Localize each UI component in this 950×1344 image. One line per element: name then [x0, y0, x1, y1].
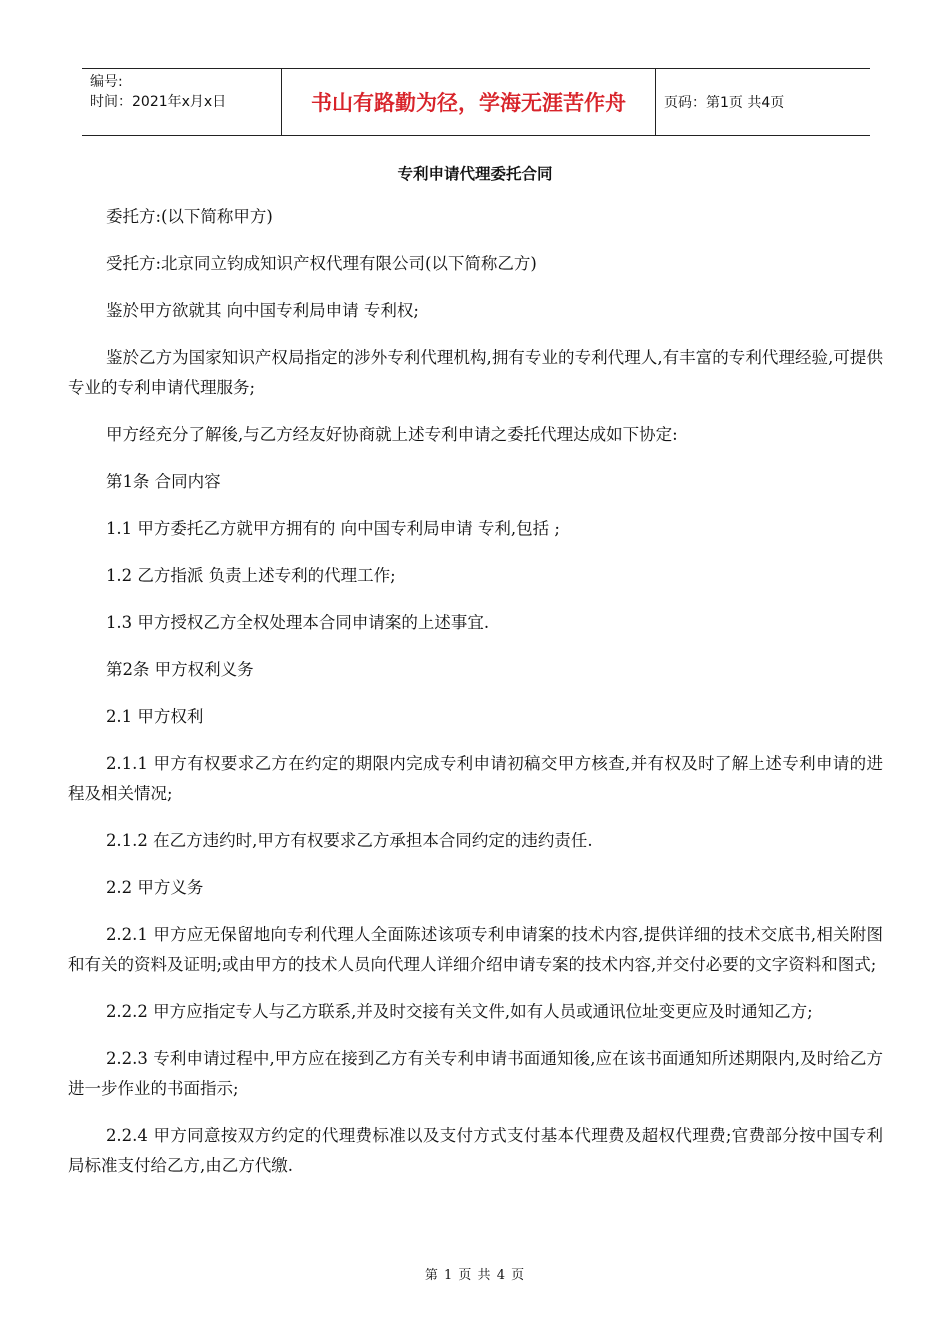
header-page-info: 页码：第1页 共4页 — [664, 95, 785, 111]
subsection-heading: 2.1 甲方权利 — [105, 707, 204, 726]
paragraph: 受托方:北京同立钧成知识产权代理有限公司(以下简称乙方) — [105, 254, 537, 273]
document-date-label: 时间：2021年x月x日 — [90, 94, 227, 110]
paragraph: 2.2.4 甲方同意按双方约定的代理费标准以及支付方式支付基本代理费及超权代理费;官费部分按中国专利局标准支付给乙方,由乙方代缴. — [68, 1126, 883, 1175]
header-motto: 书山有路勤为径，学海无涯苦作舟 — [282, 69, 656, 135]
paragraph: 甲方经充分了解後,与乙方经友好协商就上述专利申请之委托代理达成如下协定: — [105, 425, 678, 444]
document-body — [68, 202, 883, 1198]
paragraph: 2.1.1 甲方有权要求乙方在约定的期限内完成专利申请初稿交甲方核查,并有权及时了解上述专利申请的进程及相关情况; — [68, 754, 883, 803]
section-heading: 第2条 甲方权利义务 — [105, 660, 254, 679]
page-footer: 第 1 页 共 4 页 — [424, 1268, 526, 1283]
paragraph: 2.2.3 专利申请过程中,甲方应在接到乙方有关专利申请书面通知後,应在该书面通知所述期限内,及时给乙方进一步作业的书面指示; — [68, 1049, 883, 1098]
document-title: 专利申请代理委托合同 — [397, 165, 553, 183]
paragraph: 1.1 甲方委托乙方就甲方拥有的 向中国专利局申请 专利,包括 ; — [105, 519, 560, 538]
paragraph: 1.3 甲方授权乙方全权处理本合同申请案的上述事宜. — [105, 613, 490, 632]
section-heading: 第1条 合同内容 — [105, 472, 221, 491]
paragraph: 2.2.1 甲方应无保留地向专利代理人全面陈述该项专利申请案的技术内容,提供详细的技术交底书,相关附图和有关的资料及证明;或由甲方的技术人员向代理人详细介绍申请专案的技术内容,并交付必要的文字资料和图式; — [68, 925, 883, 974]
paragraph: 2.1.2 在乙方违约时,甲方有权要求乙方承担本合同约定的违约责任. — [105, 831, 593, 850]
paragraph: 鉴於甲方欲就其 向中国专利局申请 专利权; — [105, 301, 419, 320]
paragraph: 2.2.2 甲方应指定专人与乙方联系,并及时交接有关文件,如有人员或通讯位址变更应及时通知乙方; — [105, 1002, 813, 1021]
paragraph: 委托方:(以下简称甲方) — [105, 207, 273, 226]
subsection-heading: 2.2 甲方义务 — [105, 878, 204, 897]
document-number-label: 编号: — [90, 74, 123, 90]
paragraph: 鉴於乙方为国家知识产权局指定的涉外专利代理机构,拥有专业的专利代理人,有丰富的专利代理经验,可提供专业的专利申请代理服务; — [68, 348, 883, 397]
paragraph: 1.2 乙方指派 负责上述专利的代理工作; — [105, 566, 396, 585]
header-meta — [82, 69, 282, 135]
page-header — [82, 68, 870, 136]
